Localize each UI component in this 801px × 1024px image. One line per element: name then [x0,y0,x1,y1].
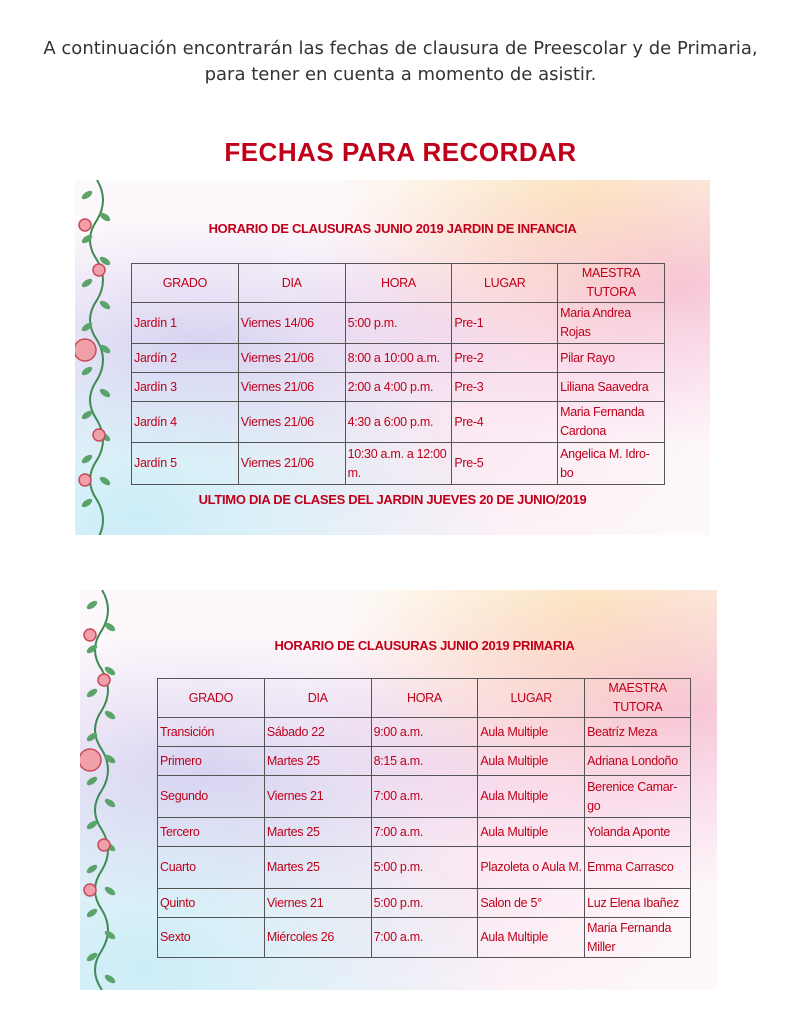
cell-maestra: Yolanda Aponte [585,818,691,847]
leaf-icon [85,907,98,919]
leaf-icon [103,929,116,941]
cell-maestra: Pilar Rayo [558,344,665,373]
leaf-icon [80,497,93,509]
flower-icon [98,839,110,851]
flower-icon [93,264,105,276]
cell-grado: Cuarto [158,847,265,889]
leaf-icon [103,973,116,985]
cell-lugar: Aula Multiple [478,818,585,847]
header-dia: DIA [264,679,371,718]
leaf-icon [80,233,93,245]
floral-vine-decoration [80,590,130,990]
cell-lugar: Aula Multiple [478,776,585,818]
leaf-icon [98,475,111,487]
leaf-icon [98,387,111,399]
cell-lugar: Pre-3 [452,373,558,402]
intro-text [0,36,801,88]
intro-line-1: A continuación encontrarán las fechas de clausura de Preescolar y de Primaria, [43,38,758,59]
flower-icon [84,629,96,641]
cell-lugar: Pre-5 [452,443,558,485]
cell-maestra: Emma Carrasco [585,847,691,889]
cell-lugar: Aula Multiple [478,918,585,958]
flower-icon [75,339,96,361]
cell-dia: Viernes 21/06 [238,402,345,443]
cell-grado: Primero [158,747,265,776]
cell-dia: Viernes 21/06 [238,443,345,485]
cell-maestra: Luz Elena Ibañez [585,889,691,918]
cell-dia: Martes 25 [264,847,371,889]
cell-grado: Jardín 3 [132,373,239,402]
leaf-icon [85,687,98,699]
table-row [158,847,691,889]
cell-maestra: Berenice Camar-go [585,776,691,818]
cell-hora: 7:00 a.m. [371,776,478,818]
cell-lugar: Aula Multiple [478,718,585,747]
cell-grado: Sexto [158,918,265,958]
primaria-schedule-card [80,590,717,990]
header-hora: HORA [371,679,478,718]
flower-icon [98,674,110,686]
cell-hora: 9:00 a.m. [371,718,478,747]
jardin-schedule-card [75,180,710,535]
leaf-icon [85,863,98,875]
cell-maestra: Angelica M. Idro-bo [558,443,665,485]
leaf-icon [103,709,116,721]
leaf-icon [98,299,111,311]
cell-hora: 5:00 p.m. [371,889,478,918]
intro-line-2: para tener en cuenta a momento de asistir. [204,64,597,85]
flower-icon [93,429,105,441]
cell-hora: 8:15 a.m. [371,747,478,776]
cell-dia: Miércoles 26 [264,918,371,958]
cell-dia: Viernes 21/06 [238,344,345,373]
cell-grado: Quinto [158,889,265,918]
jardin-footer-note: ULTIMO DIA DE CLASES DEL JARDIN JUEVES 20 DE JUNIO/2019 [198,492,587,507]
cell-dia: Viernes 21/06 [238,373,345,402]
primaria-table [157,678,691,958]
cell-dia: Viernes 21 [264,776,371,818]
leaf-icon [103,797,116,809]
header-hora: HORA [345,264,452,303]
table-row [158,776,691,818]
header-grado: GRADO [158,679,265,718]
flower-icon [80,749,101,771]
table-row [132,443,665,485]
flower-icon [79,474,91,486]
flower-icon [79,219,91,231]
cell-maestra: Adriana Londoño [585,747,691,776]
table-row [132,373,665,402]
table-row [158,818,691,847]
table-row [132,402,665,443]
leaf-icon [85,599,98,611]
cell-grado: Jardín 4 [132,402,239,443]
cell-grado: Tercero [158,818,265,847]
jardin-title: HORARIO DE CLAUSURAS JUNIO 2019 JARDIN DE INFANCIA [208,221,577,236]
cell-dia: Sábado 22 [264,718,371,747]
cell-maestra: Maria Fernanda Cardona [558,402,665,443]
cell-grado: Segundo [158,776,265,818]
jardin-table [131,263,665,485]
floral-vine-decoration [75,180,125,535]
header-maestra: MAESTRA TUTORA [558,264,665,303]
cell-maestra: Maria Fernanda Miller [585,918,691,958]
leaf-icon [80,365,93,377]
cell-hora: 10:30 a.m. a 12:00 m. [345,443,452,485]
flower-icon [84,884,96,896]
cell-lugar: Aula Multiple [478,747,585,776]
cell-lugar: Salon de 5° [478,889,585,918]
table-row [158,918,691,958]
leaf-icon [103,885,116,897]
cell-lugar: Pre-1 [452,303,558,344]
cell-maestra: Maria Andrea Rojas [558,303,665,344]
cell-lugar: Pre-4 [452,402,558,443]
table-row [158,747,691,776]
vine-stem [95,590,108,990]
cell-dia: Viernes 14/06 [238,303,345,344]
cell-hora: 8:00 a 10:00 a.m. [345,344,452,373]
cell-hora: 5:00 p.m. [345,303,452,344]
cell-dia: Martes 25 [264,747,371,776]
cell-hora: 2:00 a 4:00 p.m. [345,373,452,402]
leaf-icon [80,277,93,289]
cell-lugar: Plazoleta o Aula M. [478,847,585,889]
cell-grado: Jardín 5 [132,443,239,485]
table-header-row [158,679,691,718]
table-row [132,303,665,344]
cell-hora: 7:00 a.m. [371,918,478,958]
table-header-row [132,264,665,303]
leaf-icon [85,775,98,787]
cell-grado: Jardín 1 [132,303,239,344]
cell-dia: Martes 25 [264,818,371,847]
table-row [158,889,691,918]
leaf-icon [85,643,98,655]
cell-grado: Jardín 2 [132,344,239,373]
cell-maestra: Beatríz Meza [585,718,691,747]
cell-maestra: Liliana Saavedra [558,373,665,402]
primaria-title: HORARIO DE CLAUSURAS JUNIO 2019 PRIMARIA [274,638,575,653]
header-grado: GRADO [132,264,239,303]
cell-hora: 4:30 a 6:00 p.m. [345,402,452,443]
header-lugar: LUGAR [478,679,585,718]
cell-hora: 7:00 a.m. [371,818,478,847]
table-row [132,344,665,373]
table-row [158,718,691,747]
header-lugar: LUGAR [452,264,558,303]
cell-grado: Transición [158,718,265,747]
page-heading: FECHAS PARA RECORDAR [224,137,577,167]
leaf-icon [80,453,93,465]
cell-hora: 5:00 p.m. [371,847,478,889]
cell-lugar: Pre-2 [452,344,558,373]
leaf-icon [80,189,93,201]
header-maestra: MAESTRA TUTORA [585,679,691,718]
header-dia: DIA [238,264,345,303]
cell-dia: Viernes 21 [264,889,371,918]
